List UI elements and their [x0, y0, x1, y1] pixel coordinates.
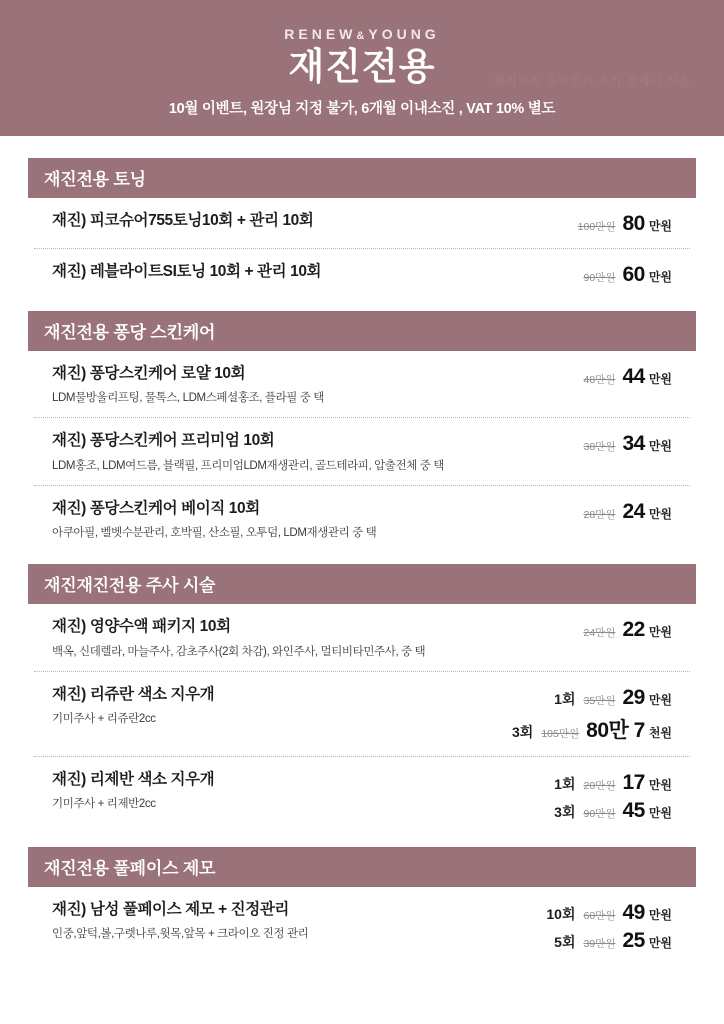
price-discounted: 80만 7: [586, 718, 645, 742]
section-items: [28, 887, 696, 965]
price-unit: 만원: [648, 777, 672, 792]
price-line: [583, 500, 672, 524]
menu-row-prices: [554, 770, 672, 823]
menu-row-prices: [583, 364, 672, 389]
menu-row: [34, 249, 690, 299]
brand-left: RENEW: [284, 26, 357, 42]
price-line: [583, 618, 672, 642]
section-header: 재진전용 퐁당 스킨케어: [28, 311, 696, 351]
section-items: [28, 351, 696, 552]
item-name: 재진) 남성 풀페이스 제모 + 진정관리: [52, 900, 289, 918]
item-description: 백옥, 신데렐라, 마늘주사, 감초주사(2회 차감), 와인주사, 멀티비타민주사, 중 택: [52, 645, 426, 658]
price-quantity: 10회: [546, 905, 576, 922]
price-unit: 만원: [648, 625, 672, 640]
page-header: [0, 0, 724, 136]
price-line: [583, 365, 672, 389]
price-original: 24만원: [583, 627, 616, 640]
price-unit: 천원: [648, 725, 672, 740]
menu-row-left: [52, 364, 583, 405]
menu-row-left: [52, 431, 583, 472]
price-discounted: 25: [622, 928, 645, 952]
menu-row: [34, 418, 690, 485]
menu-row-prices: [583, 499, 672, 524]
price-unit: 만원: [648, 506, 672, 521]
item-name: 재진) 피코슈어755토닝10회 + 관리 10회: [52, 212, 314, 229]
price-original: 28만원: [583, 508, 616, 521]
price-list: [0, 136, 724, 965]
price-line: [583, 432, 672, 456]
price-discounted: 24: [622, 499, 645, 523]
price-line: [578, 212, 672, 236]
price-unit: 만원: [648, 805, 672, 820]
price-discounted: 29: [622, 685, 645, 709]
price-discounted: 34: [622, 432, 645, 456]
price-original: 35만원: [583, 694, 616, 707]
menu-row-left: [52, 617, 583, 658]
menu-row-left: [52, 770, 554, 811]
price-discounted: 17: [622, 770, 645, 794]
menu-row: [34, 757, 690, 835]
menu-row: [34, 198, 690, 249]
menu-row-prices: [512, 685, 672, 744]
brand-right: YOUNG: [368, 26, 440, 42]
price-original: 100만원: [577, 221, 616, 233]
brand-ampersand: &: [356, 30, 369, 42]
item-description: 기미주사 + 리쥬란2cc: [52, 712, 156, 725]
menu-row-prices: [583, 431, 672, 456]
item-description: LDM홍조, LDM여드름, 블랙필, 프리미엄LDM재생관리, 골드테라피, 압출전체 중 택: [52, 459, 444, 472]
menu-row: [34, 604, 690, 671]
price-quantity: 3회: [554, 803, 576, 820]
menu-row-left: [52, 685, 512, 726]
price-line: [554, 686, 672, 710]
price-quantity: 1회: [554, 775, 576, 792]
menu-row-left: [52, 499, 583, 540]
menu-row: [34, 351, 690, 418]
price-unit: 만원: [648, 907, 672, 922]
item-name: 재진) 퐁당스킨케어 프리미엄 10회: [52, 432, 275, 450]
section-items: [28, 604, 696, 834]
price-original: 39만원: [583, 937, 616, 950]
price-discounted: 22: [622, 618, 645, 642]
item-name: 재진) 영양수액 패키지 10회: [52, 618, 231, 636]
price-discounted: 44: [622, 365, 645, 388]
item-description: LDM물방울리프팅, 물톡스, LDM스페셜홍조, 플라필 중 택: [52, 392, 324, 405]
price-discounted: 45: [622, 798, 645, 822]
item-name: 재진) 퐁당스킨케어 로얄 10회: [52, 365, 246, 382]
menu-row-left: [52, 211, 578, 230]
watermark-text: 빠지지지 윤피부과 추가 결제시 적용: [493, 74, 690, 88]
price-discounted: 60: [622, 263, 645, 286]
price-line: [512, 714, 672, 744]
price-original: 90만원: [583, 272, 616, 284]
item-description: 인중,앞턱,볼,구렛나루,윗목,앞목 + 크라이오 진정 관리: [52, 927, 309, 940]
price-unit: 만원: [648, 935, 672, 950]
menu-row-prices: [583, 262, 672, 287]
price-original: 48만원: [583, 374, 616, 386]
item-name: 재진) 리쥬란 색소 지우개: [52, 685, 215, 703]
price-discounted: 80: [622, 212, 645, 235]
price-line: [554, 799, 672, 823]
menu-row-prices: [578, 211, 672, 236]
price-unit: 만원: [648, 372, 672, 386]
section-header: 재진재진전용 주사 시술: [28, 564, 696, 604]
menu-row-prices: [546, 900, 672, 953]
page-title: 재진전용: [288, 46, 436, 87]
item-name: 재진) 레블라이트SI토닝 10회 + 관리 10회: [52, 263, 322, 280]
item-description: 아쿠아필, 벨벳수분관리, 호박필, 산소필, 오투덤, LDM재생관리 중 택: [52, 527, 377, 540]
price-original: 105만원: [541, 727, 580, 740]
menu-row: [34, 486, 690, 552]
price-original: 60만원: [583, 909, 616, 922]
price-original: 20만원: [583, 779, 616, 792]
section-header: 재진전용 토닝: [28, 158, 696, 198]
price-quantity: 3회: [512, 723, 534, 740]
section-header: 재진전용 풀페이스 제모: [28, 847, 696, 887]
price-quantity: 5회: [554, 933, 576, 950]
menu-row-left: [52, 262, 583, 281]
item-description: 기미주사 + 리제반2cc: [52, 797, 156, 810]
page-subtitle: 10월 이벤트, 원장님 지정 불가, 6개월 이내소진 , VAT 10% 별도: [168, 100, 556, 117]
price-line: [583, 263, 672, 287]
price-line: [554, 771, 672, 795]
price-discounted: 49: [622, 900, 645, 924]
menu-row: [34, 887, 690, 965]
item-name: 재진) 퐁당스킨케어 베이직 10회: [52, 499, 260, 517]
price-line: [554, 929, 672, 953]
price-line: [546, 901, 672, 925]
price-original: 90만원: [583, 807, 616, 820]
section-items: [28, 198, 696, 299]
price-quantity: 1회: [554, 690, 576, 707]
price-unit: 만원: [648, 692, 672, 707]
menu-row-prices: [583, 617, 672, 642]
price-unit: 만원: [648, 219, 672, 233]
price-unit: 만원: [648, 270, 672, 284]
brand-logo: [0, 26, 724, 42]
price-unit: 만원: [648, 439, 672, 454]
item-name: 재진) 리제반 색소 지우개: [52, 770, 215, 788]
price-original: 38만원: [583, 441, 616, 454]
menu-row-left: [52, 900, 546, 941]
menu-row: [34, 672, 690, 757]
